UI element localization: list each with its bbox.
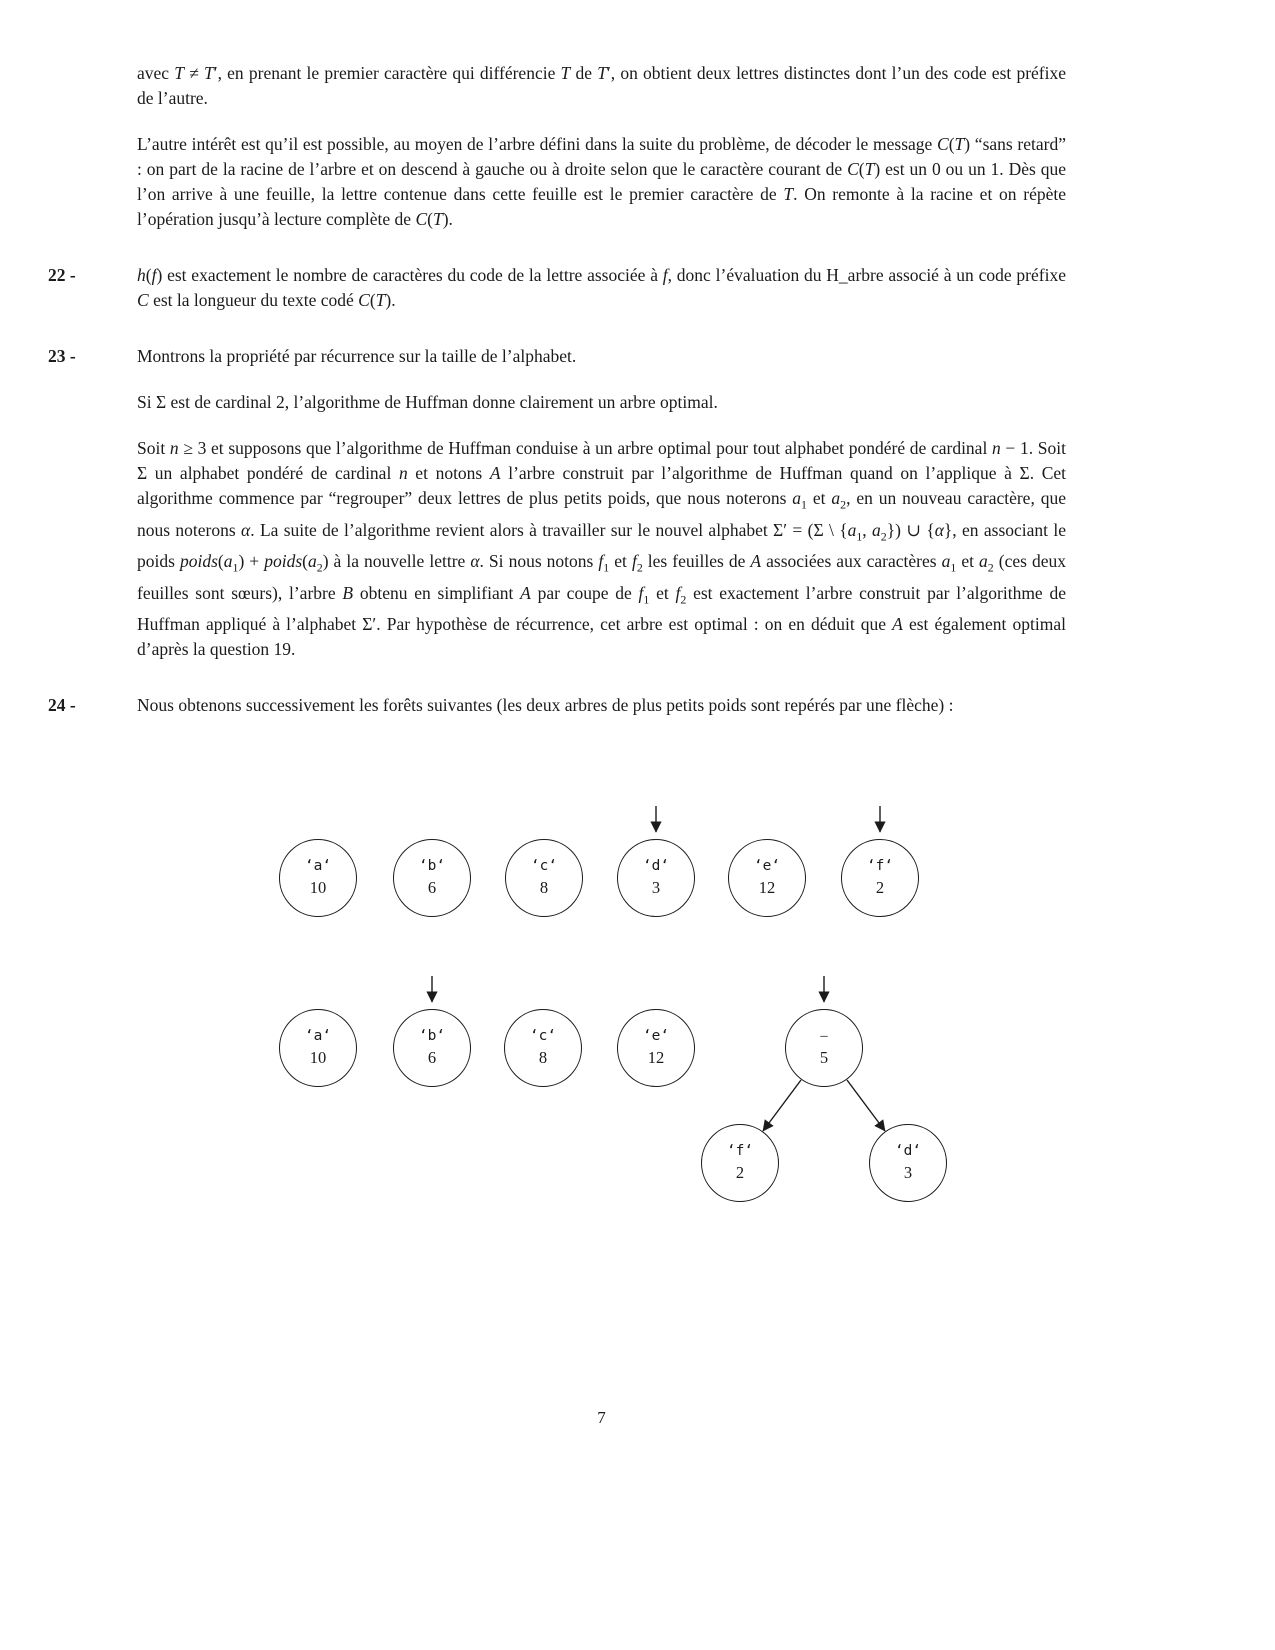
tree-edge-right	[847, 1080, 885, 1131]
paragraph: Si Σ est de cardinal 2, l’algorithme de Huffman donne clairement un arbre optimal.	[137, 392, 718, 412]
node-weight: 3	[903, 1162, 913, 1182]
node-label: ‘c‘	[530, 857, 558, 874]
node-weight: 10	[309, 1047, 327, 1067]
f1-node-b	[393, 839, 471, 917]
node-weight: 10	[309, 877, 327, 897]
node-label: ‘c‘	[529, 1027, 557, 1044]
f1-node-c	[505, 839, 583, 917]
node-label: ‘a‘	[304, 1027, 332, 1044]
node-weight: 8	[538, 1047, 548, 1067]
page-number: 7	[597, 1408, 606, 1427]
node-label: –	[820, 1027, 828, 1044]
node-weight: 2	[735, 1162, 745, 1182]
node-label: ‘b‘	[418, 1027, 446, 1044]
node-label: ‘d‘	[642, 857, 670, 874]
node-weight: 2	[875, 877, 885, 897]
node-label: ‘e‘	[753, 857, 781, 874]
f1-node-a	[279, 839, 357, 917]
node-label: ‘f‘	[866, 857, 894, 874]
node-weight: 12	[758, 877, 776, 897]
f2-node-a	[279, 1009, 357, 1087]
node-weight: 3	[651, 877, 661, 897]
node-label: ‘d‘	[894, 1142, 922, 1159]
node-weight: 6	[427, 877, 437, 897]
node-label: ‘a‘	[304, 857, 332, 874]
f2-merged-root	[785, 1009, 863, 1087]
f2-child-d	[869, 1124, 947, 1202]
f2-node-c	[504, 1009, 582, 1087]
node-label: ‘b‘	[418, 857, 446, 874]
node-weight: 12	[647, 1047, 665, 1067]
f2-child-f	[701, 1124, 779, 1202]
node-label: ‘f‘	[726, 1142, 754, 1159]
f2-node-e	[617, 1009, 695, 1087]
f1-node-e	[728, 839, 806, 917]
node-weight: 8	[539, 877, 549, 897]
f1-node-d	[617, 839, 695, 917]
paragraph: Montrons la propriété par récurrence sur la taille de l’alphabet.	[137, 346, 577, 366]
node-label: ‘e‘	[642, 1027, 670, 1044]
paragraph: Nous obtenons successivement les forêts suivantes (les deux arbres de plus petits poids sont repérés par une flèche) :	[137, 695, 954, 715]
node-weight: 5	[819, 1047, 829, 1067]
question-number: 23 -	[48, 346, 76, 366]
f1-node-f	[841, 839, 919, 917]
tree-edge-left	[763, 1080, 801, 1131]
paragraph: h(f) est exactement le nombre de caractères du code de la lettre associée à f, donc l’évaluation du H_arbre associé à un code préfixe C est la longueur du texte codé C(T).	[137, 265, 1066, 310]
question-number: 22 -	[48, 265, 76, 285]
paragraph: Soit n ≥ 3 et supposons que l’algorithme de Huffman conduise à un arbre optimal pour tout alphabet pondéré de cardinal n − 1. Soit Σ un alphabet pondéré de cardinal n et notons A l’arbre construit par l’algorithme de Huffman quand on l’applique à Σ. Cet algorithme commence par “regrouper” deux lettres de plus petits poids, que nous noterons $a_1$ et $a_2$, en un nouveau caractère, que nous noterons α. La suite de l’algorithme revient alors à travailler sur le nouvel alphabet Σ′ = (Σ \ {$a_1$, $a_2$}) ∪ {α}, en associant le poids $poids(a_1)$ + $poids(a_2)$ à la nouvelle lettre α. Si nous notons $f_1$ et $f_2$ les feuilles de A associées aux caractères $a_1$ et $a_2$ (ces deux feuilles sont sœurs), l’arbre B obtenu en simplifiant A par coupe de $f_1$ et $f_2$ est exactement l’arbre construit par l’algorithme de Huffman appliqué à l’alphabet Σ′. Par hypothèse de récurrence, cet arbre est optimal : on en déduit que A est également optimal d’après la question 19.	[137, 438, 1067, 659]
question-number: 24 -	[48, 695, 76, 715]
node-weight: 6	[427, 1047, 437, 1067]
paragraph: avec T ≠ T′, en prenant le premier caractère qui différencie T de T′, on obtient deux lettres distinctes dont l’un des code est préfixe de l’autre.	[137, 63, 1066, 108]
f2-node-b	[393, 1009, 471, 1087]
paragraph: L’autre intérêt est qu’il est possible, au moyen de l’arbre défini dans la suite du problème, de décoder le message C(T) “sans retard” : on part de la racine de l’arbre et on descend à gauche ou à droite selon que le caractère courant de C(T) est un 0 ou un 1. Dès que l’on arrive à une feuille, la lettre contenue dans cette feuille est le premier caractère de T. On remonte à la racine et on répète l’opération jusqu’à lecture complète de C(T).	[137, 134, 1066, 229]
